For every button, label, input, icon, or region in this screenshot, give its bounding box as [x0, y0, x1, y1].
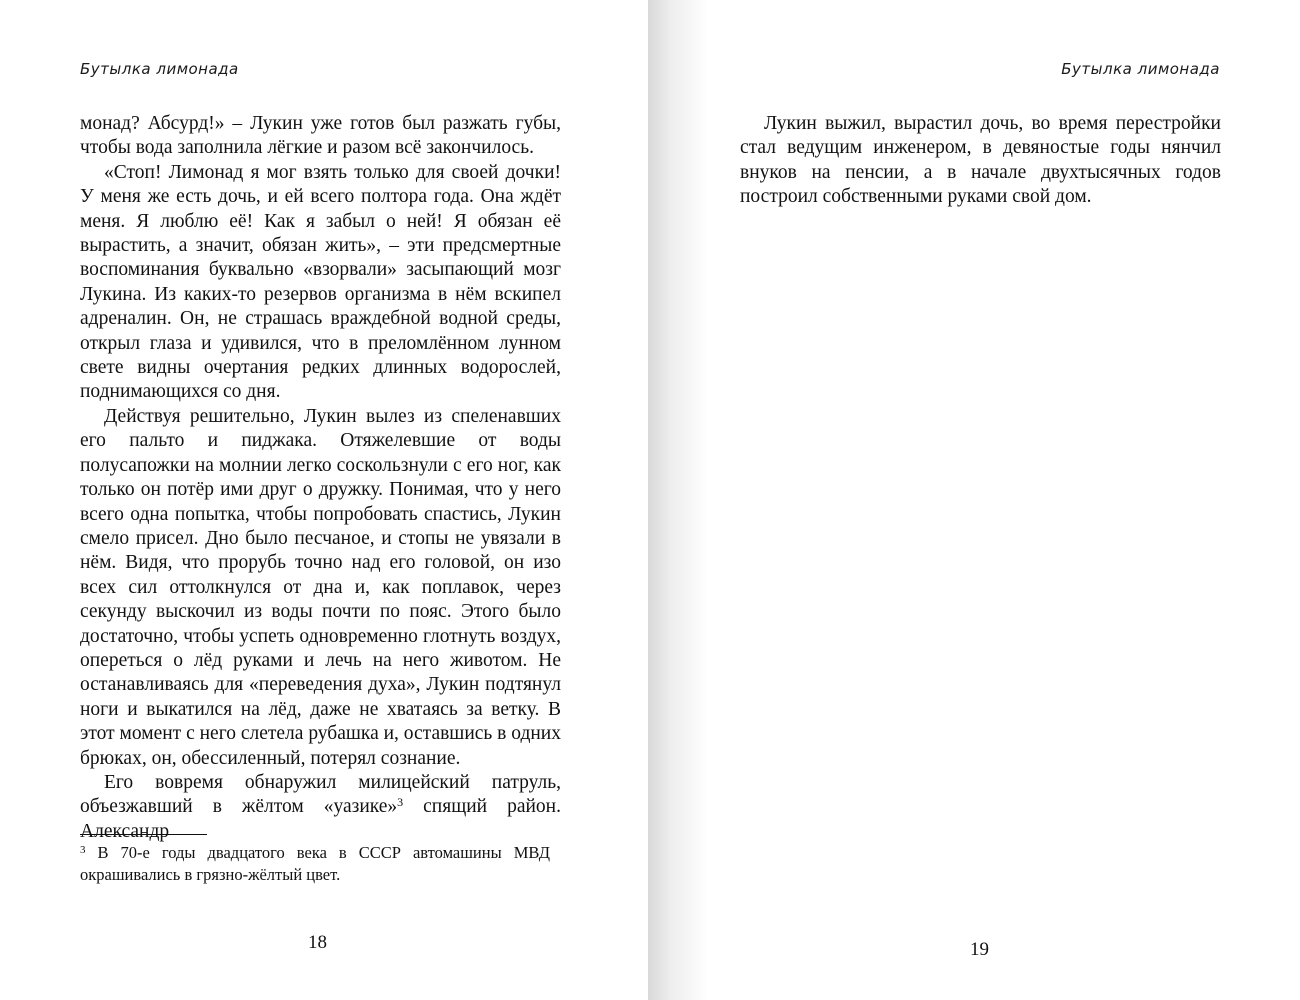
footnote-reference: 3	[397, 795, 404, 810]
right-page-text	[740, 112, 1221, 210]
paragraph-continuation: монад? Абсурд!» – Лукин уже готов был разжать губы, чтобы вода заполнила лёгкие и разом всё закончилось.	[80, 113, 561, 159]
paragraph: Действуя решительно, Лукин вылез из спеленавших его пальто и пиджака. Отяжелевшие от воды полусапожки на молнии легко соскользнули с его ног, как только он потёр ими друг о дружку. Понимая, что у него всего одна попытка, чтобы попробовать спастись, Лукин смело присел. Дно было песчаное, и стопы не увязали в нём. Видя, что прорубь точно над его головой, он изо всех сил оттолкнулся от дна и, как поплавок, через секунду выскочил из воды почти по пояс. Этого было достаточно, чтобы успеть одновременно глотнуть воздух, опереться о лёд руками и лечь на него животом. Не останавливаясь для «переведения духа», Лукин подтянул ноги и выкатился на лёд, даже не хватаясь за ветку. В этот момент с него слетела рубашка и, оставшись в одних брюках, он, обессиленный, потерял сознание.	[80, 405, 561, 769]
running-head-left: Бутылка лимонада	[80, 60, 239, 78]
gutter-shadow	[648, 0, 708, 1000]
paragraph-text: Его вовремя обнаружил милицейский патруль, объезжавший в жёлтом «уазике»	[80, 771, 561, 818]
right-page	[650, 0, 1300, 1000]
page-number-left: 18	[308, 932, 327, 953]
left-page-text	[80, 112, 561, 844]
running-head-right: Бутылка лимонада	[1061, 60, 1220, 78]
paragraph-text: спящий район. Александр	[80, 796, 561, 842]
paragraph: «Стоп! Лимонад я мог взять только для своей дочки! У меня же есть дочь, и ей всего полтора года. Она ждёт меня. Я люблю её! Как я забыл о ней! Я обязан её вырастить, а значит, обязан жить», – эти предсмертные воспоминания буквально «взорвали» засыпающий мозг Лукина. Из каких-то резервов организма в нём вскипел адреналин. Он, не страшась враждебной водной среды, открыл глаза и удивился, что в преломлённом лунном свете видны очертания редких длинных водорослей, поднимающихся со дня.	[80, 161, 561, 403]
footnote-divider	[80, 834, 207, 835]
page-number-right: 19	[970, 939, 989, 960]
paragraph: Лукин выжил, вырастил дочь, во время перестройки стал ведущим инженером, в девяностые годы нянчил внуков на пенсии, а в начале двухтысячных годов построил собственными руками свой дом.	[740, 113, 1221, 208]
footnote-number: 3	[80, 844, 86, 856]
footnote	[80, 842, 550, 886]
footnote-text: В 70-е годы двадцатого века в СССР автомашины МВД окрашивались в грязно-жёлтый цвет.	[80, 843, 550, 884]
